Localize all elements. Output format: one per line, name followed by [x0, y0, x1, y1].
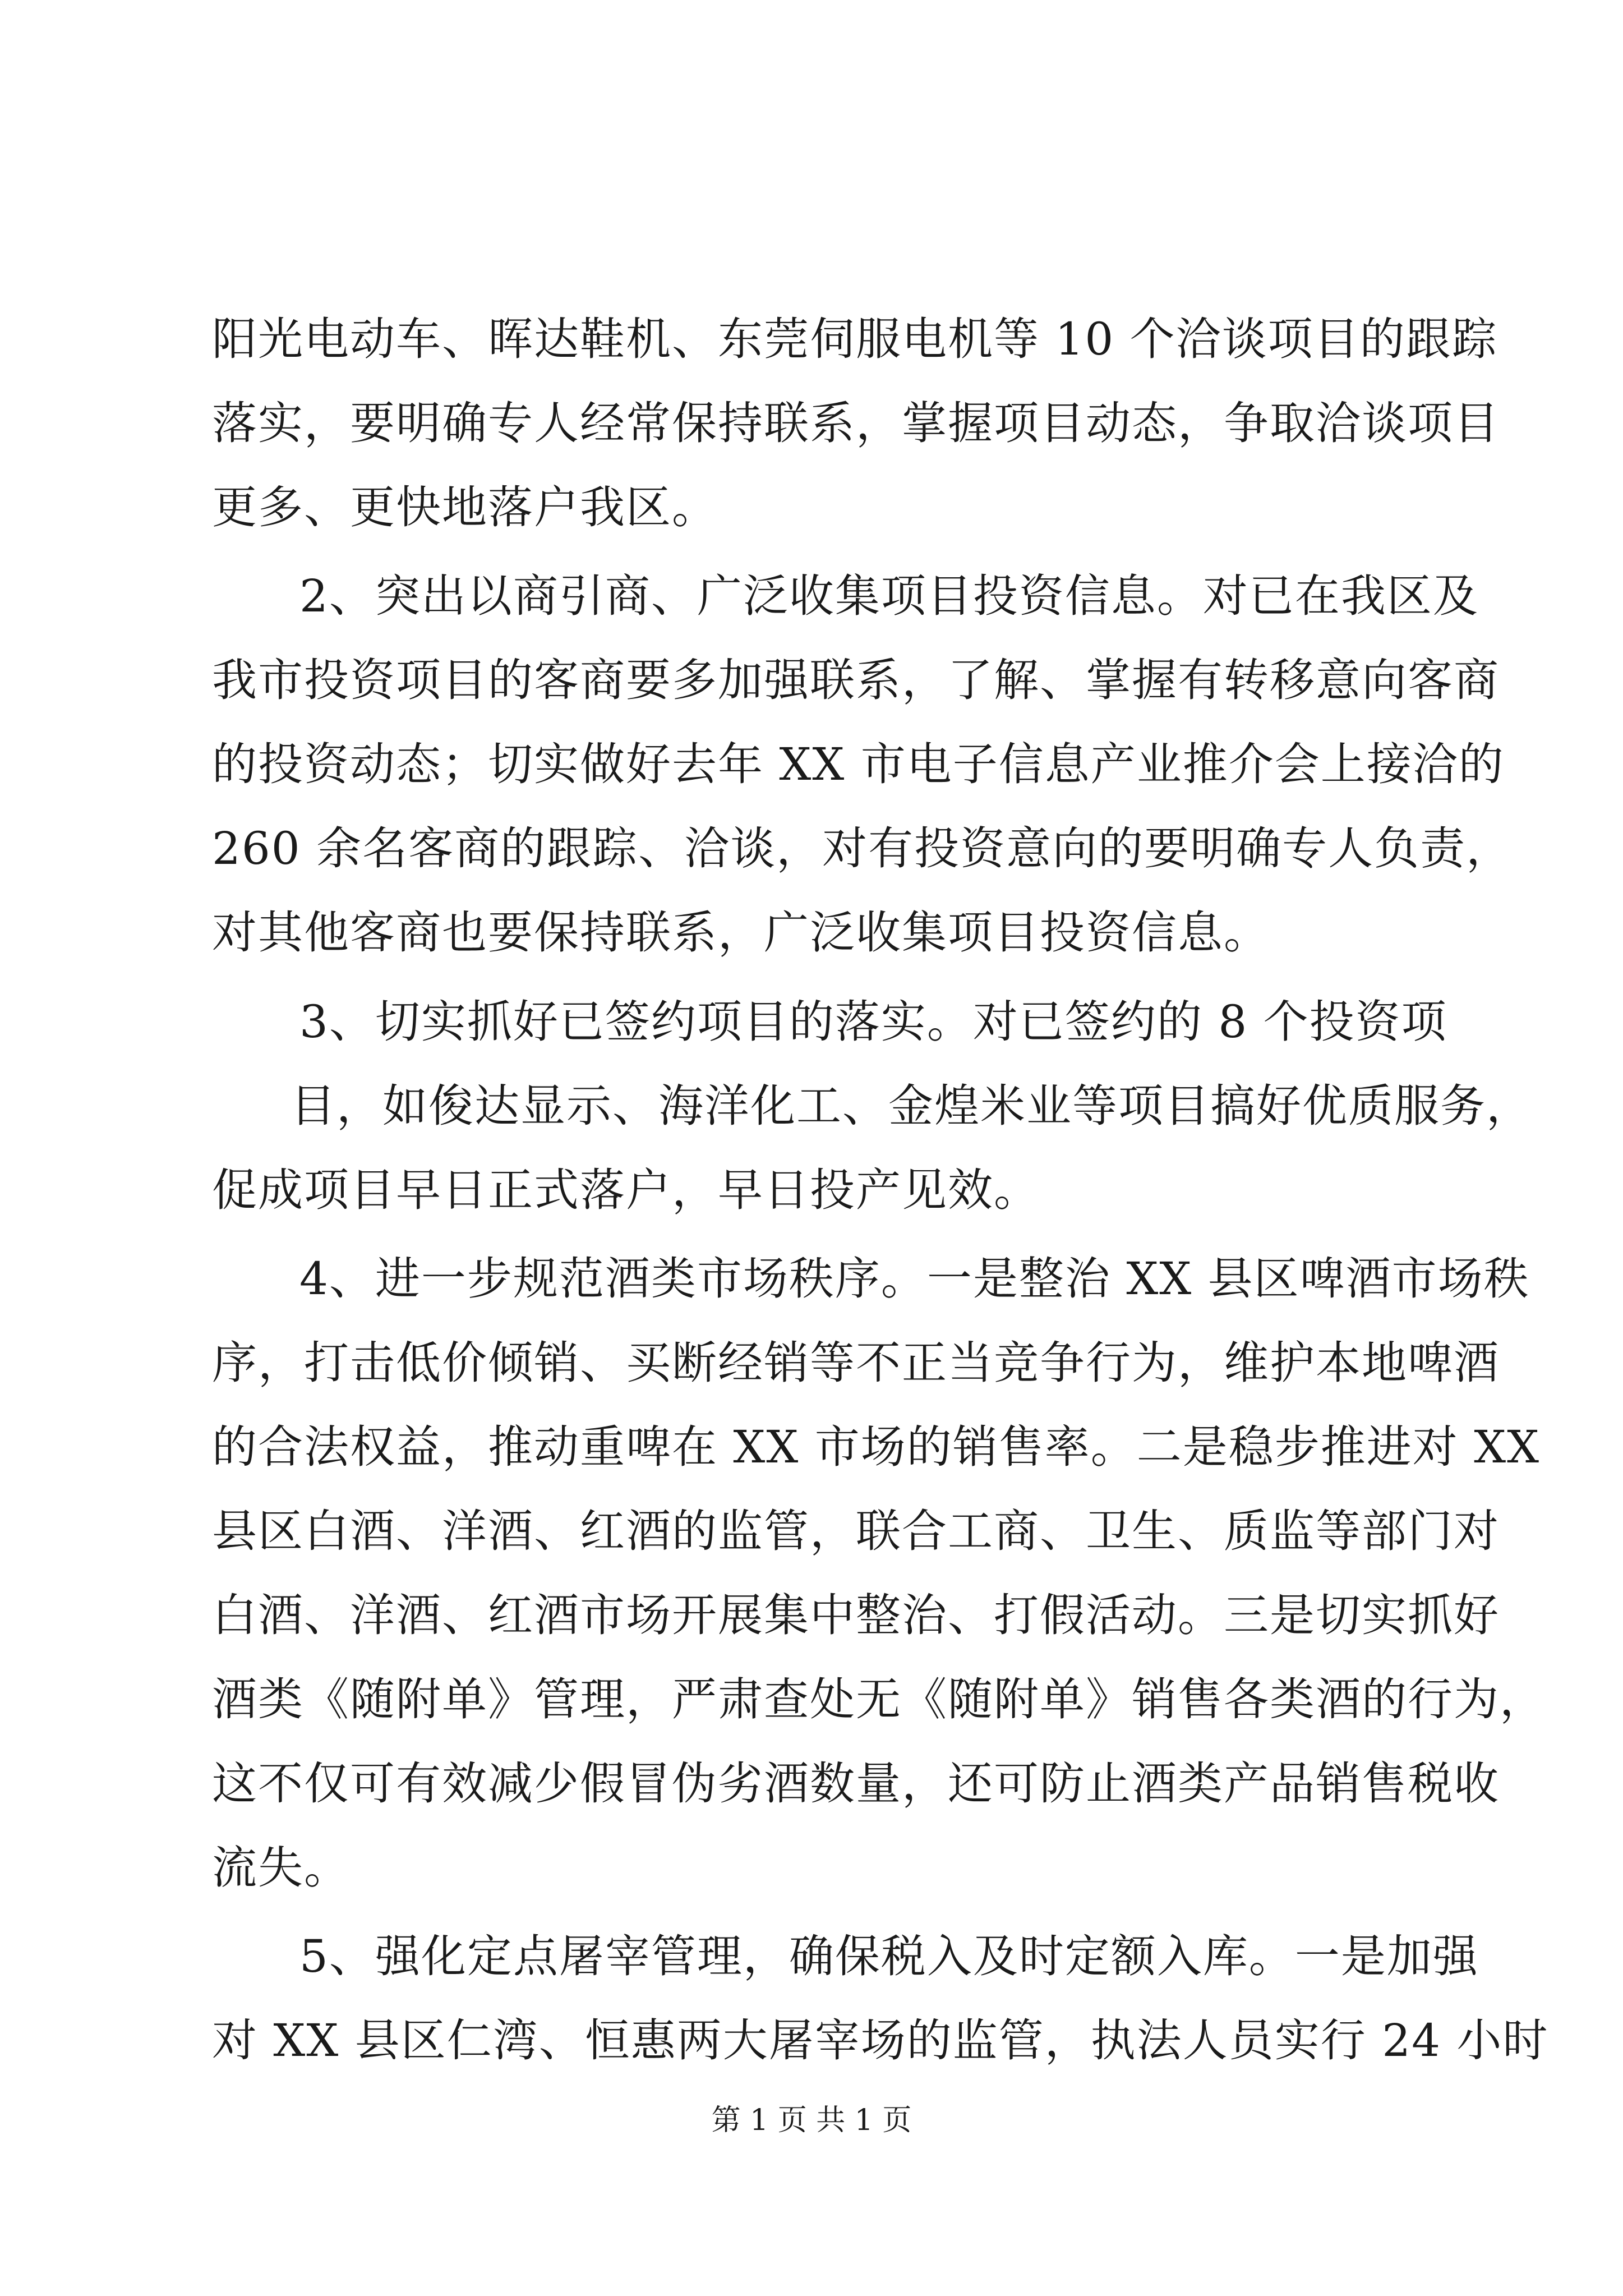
body-line-10: 目，如俊达显示、海洋化工、金煌米业等项目搞好优质服务， — [291, 1080, 1532, 1132]
body-line-7: 260 余名客商的跟踪、洽谈，对有投资意向的要明确专人负责， — [212, 822, 1513, 875]
body-line-15: 县区白酒、洋酒、红酒的监管，联合工商、卫生、质监等部门对 — [212, 1505, 1500, 1557]
body-line-5: 我市投资项目的客商要多加强联系，了解、掌握有转移意向客商 — [212, 654, 1500, 706]
body-line-21: 对 XX 县区仁湾、恒惠两大屠宰场的监管，执法人员实行 24 小时 — [212, 2014, 1549, 2067]
body-line-20: 5、强化定点屠宰管理，确保税入及时定额入库。一是加强 — [299, 1930, 1479, 1982]
body-line-16: 白酒、洋酒、红酒市场开展集中整治、打假活动。三是切实抓好 — [212, 1589, 1500, 1641]
body-line-2: 落实，要明确专人经常保持联系，掌握项目动态，争取洽谈项目 — [212, 397, 1500, 449]
body-line-12: 4、进一步规范酒类市场秩序。一是整治 XX 县区啤酒市场秩 — [299, 1253, 1530, 1305]
body-line-17: 酒类《随附单》管理，严肃查处无《随附单》销售各类酒的行为， — [212, 1673, 1546, 1726]
body-line-6: 的投资动态；切实做好去年 XX 市电子信息产业推介会上接洽的 — [212, 738, 1505, 790]
body-line-1: 阳光电动车、晖达鞋机、东莞伺服电机等 10 个洽谈项目的跟踪 — [212, 313, 1498, 365]
body-line-19: 流失。 — [212, 1842, 350, 1894]
body-line-14: 的合法权益，推动重啤在 XX 市场的销售率。二是稳步推进对 XX — [212, 1421, 1541, 1473]
body-line-8: 对其他客商也要保持联系，广泛收集项目投资信息。 — [212, 907, 1270, 959]
body-line-11: 促成项目早日正式落户，早日投产见效。 — [212, 1164, 1040, 1216]
body-line-4: 2、突出以商引商、广泛收集项目投资信息。对已在我区及 — [299, 570, 1479, 622]
body-line-3: 更多、更快地落户我区。 — [212, 481, 718, 533]
body-line-18: 这不仅可有效减少假冒伪劣酒数量，还可防止酒类产品销售税收 — [212, 1757, 1500, 1810]
body-line-9: 3、切实抓好已签约项目的落实。对已签约的 8 个投资项 — [299, 996, 1447, 1048]
body-line-13: 序，打击低价倾销、买断经销等不正当竞争行为，维护本地啤酒 — [212, 1337, 1500, 1389]
page-number-footer: 第 1 页 共 1 页 — [711, 2104, 912, 2137]
